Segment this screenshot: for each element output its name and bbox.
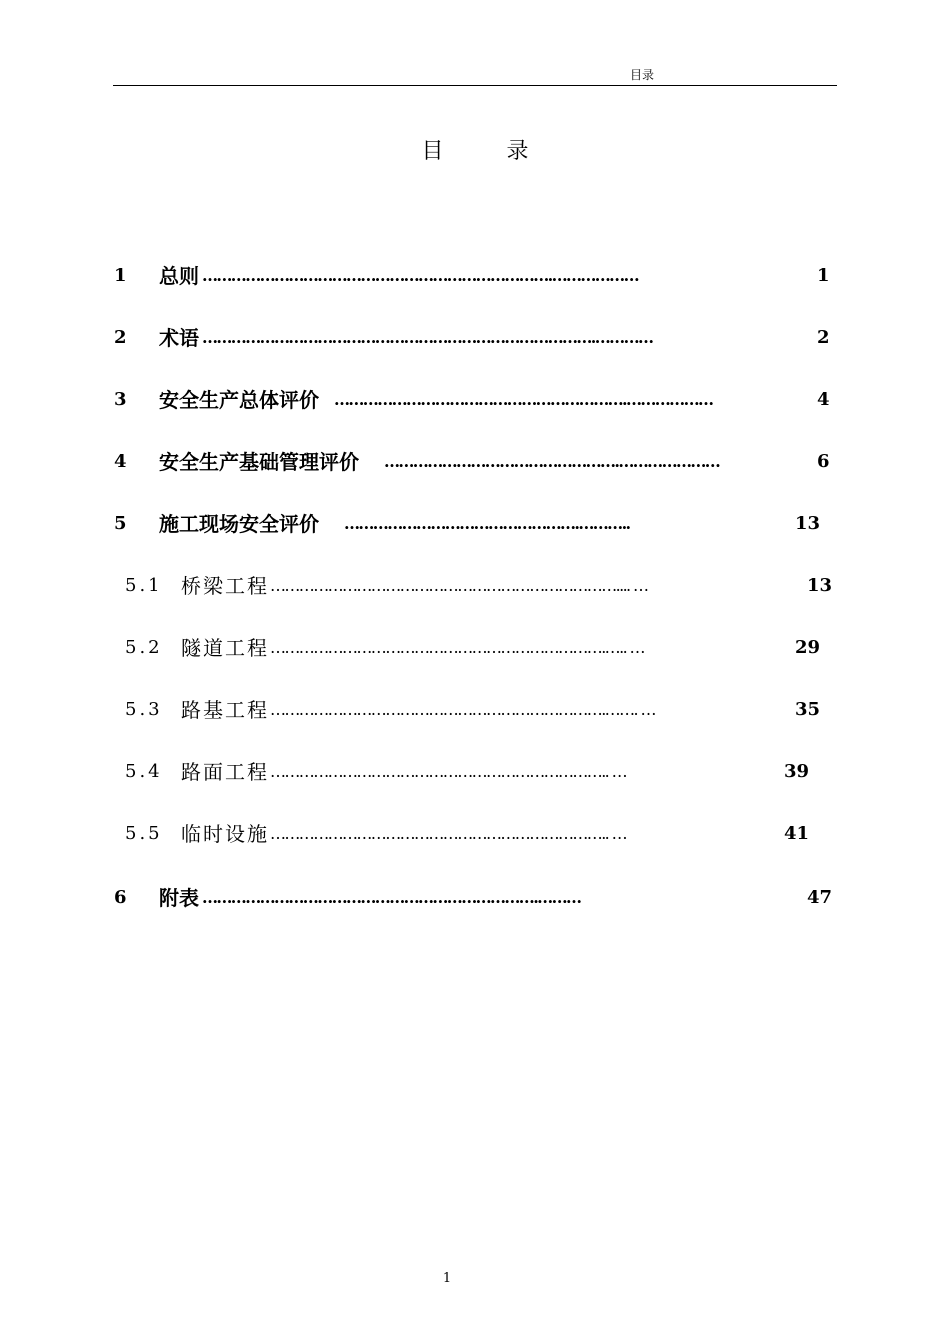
toc-entry-label: 施工现场安全评价 (159, 512, 319, 536)
toc-entry-number: 5.3 (125, 699, 163, 720)
toc-entry-3[interactable] (0, 385, 950, 415)
toc-title: 目 录 (421, 139, 557, 164)
toc-entry-label: 术语 (159, 326, 199, 350)
toc-entry-label: 路基工程 (181, 698, 269, 722)
toc-entry-5[interactable] (0, 509, 950, 539)
toc-entry-5-4[interactable] (0, 757, 950, 787)
toc-entry-label: 临时设施 (181, 822, 269, 846)
toc-entry-page: 13 (795, 513, 821, 534)
toc-entry-number: 3 (114, 389, 127, 410)
toc-entry-page: 41 (784, 823, 810, 844)
toc-entry-6[interactable] (0, 883, 950, 913)
toc-entry-label: 安全生产基础管理评价 (159, 450, 359, 474)
toc-entry-number: 5.1 (125, 575, 163, 596)
toc-entry-leader: …………………………………………………………….……… (202, 888, 581, 907)
toc-entry-number: 5.2 (125, 637, 163, 658)
toc-entry-label: 安全生产总体评价 (159, 388, 319, 412)
toc-entry-page: 2 (817, 327, 830, 348)
toc-entry-page: 13 (807, 575, 833, 596)
toc-entry-leader: ………………………………………….……….. (344, 514, 630, 533)
toc-entry-leader: ……………………………………………………………………….………… (202, 328, 653, 347)
toc-entry-1[interactable] (0, 261, 950, 291)
toc-entry-page: 39 (784, 761, 810, 782)
toc-entry-label: 总则 (159, 264, 199, 288)
toc-entry-5-2[interactable] (0, 633, 950, 663)
toc-entry-number: 4 (114, 451, 127, 472)
toc-entry-5-5[interactable] (0, 819, 950, 849)
toc-entry-leader: ………………………………………….………………… (384, 452, 720, 471)
toc-entry-leader: …………………………………………………………….……. … (270, 700, 655, 719)
toc-entry-label: 桥梁工程 (181, 574, 269, 598)
toc-entry-number: 6 (114, 887, 127, 908)
toc-entry-label: 路面工程 (181, 760, 269, 784)
toc-entry-leader: ……………………………………………………………….... … (270, 576, 648, 595)
toc-entry-4[interactable] (0, 447, 950, 477)
toc-entry-label: 附表 (159, 886, 199, 910)
toc-entry-number: 5 (114, 513, 127, 534)
toc-entry-page: 4 (817, 389, 830, 410)
footer-page-number: 1 (442, 1271, 452, 1286)
toc-entry-page: 47 (807, 887, 833, 908)
toc-entry-label: 隧道工程 (181, 636, 269, 660)
toc-entry-5-3[interactable] (0, 695, 950, 725)
toc-entry-2[interactable] (0, 323, 950, 353)
toc-entry-leader: …………………………………………………………….. … (270, 762, 627, 781)
toc-entry-5-1[interactable] (0, 571, 950, 601)
running-header: 目录 (629, 68, 654, 82)
toc-entry-page: 35 (795, 699, 821, 720)
toc-entry-page: 29 (795, 637, 821, 658)
toc-entry-number: 1 (114, 265, 127, 286)
toc-entry-leader: ……………………………………………………………….……………… (202, 266, 638, 285)
toc-entry-page: 1 (817, 265, 830, 286)
toc-entry-number: 5.4 (125, 761, 163, 782)
toc-entry-number: 2 (114, 327, 127, 348)
toc-entry-leader: …………………………………………………….……………… (334, 390, 713, 409)
toc-entry-number: 5.5 (125, 823, 163, 844)
toc-entry-leader: …………………………………………………………….….. … (270, 638, 644, 657)
toc-entry-page: 6 (817, 451, 830, 472)
toc-entry-leader: …………………………………………………………….. … (270, 824, 627, 843)
